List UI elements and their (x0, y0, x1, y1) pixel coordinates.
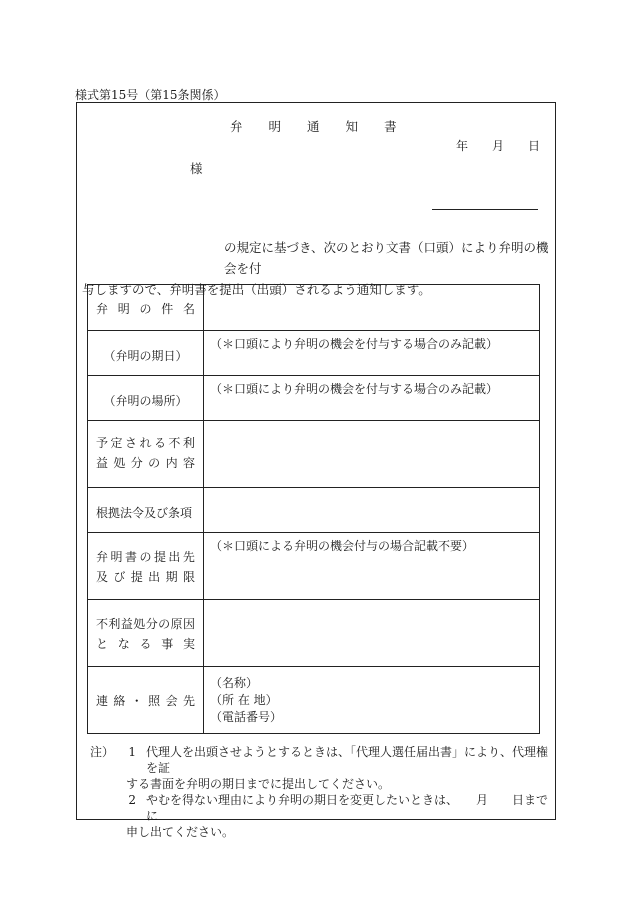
contact-name-part: （名 (210, 676, 235, 690)
note-number: 2 (128, 793, 136, 807)
title-char: 書 (384, 119, 397, 134)
date-line (456, 137, 540, 154)
note-2-line-2: 申し出てください。 (126, 825, 235, 839)
row-hearing-place (88, 376, 540, 421)
row-submission (88, 533, 540, 600)
label-submission (88, 533, 204, 600)
label-char: の (148, 456, 161, 470)
label-char: 実 (182, 637, 195, 651)
label-contact (88, 667, 204, 734)
label-char: 件 (161, 302, 174, 316)
label-char: さ (124, 436, 137, 450)
label-char: 提 (153, 550, 166, 564)
note-number: 1 (128, 745, 136, 759)
notes-prefix: 注） (90, 745, 115, 759)
label-char: る (139, 637, 152, 651)
label-char: 先 (182, 550, 195, 564)
note-2-line-1: やむを得ない理由により弁明の期日を変更したいときは、 月 日までに (146, 793, 549, 823)
label-char: 明 (117, 302, 130, 316)
value-hearing-place[interactable] (204, 376, 540, 421)
label-char: 出 (168, 550, 181, 564)
label-char: 不 (168, 436, 181, 450)
label-char: 出 (148, 570, 161, 584)
label-char: 分 (130, 456, 143, 470)
note-1-line-1: 代理人を出頭させようとするときは、「代理人選任届出書」により、代理権を証 (146, 745, 549, 775)
label-char: 及 (96, 570, 109, 584)
label-char: 原 (170, 617, 183, 631)
label-char: 会 (165, 694, 178, 708)
contact-address: （所 在 地） (210, 693, 278, 707)
title-char: 明 (268, 119, 282, 134)
label-char: 不 (96, 617, 109, 631)
row-planned-disposition (88, 421, 540, 488)
value-hearing-date[interactable] (204, 331, 540, 376)
label-char: 利 (182, 436, 195, 450)
label-char: 連 (96, 694, 109, 708)
row-subject (88, 285, 540, 331)
label-char: れ (139, 436, 152, 450)
label-hearing-date (88, 331, 204, 376)
label-char: 提 (130, 570, 143, 584)
notice-body-line-1: の規定に基づき、次のとおり文書（口頭）により弁明の機会を付 (224, 240, 549, 276)
date-year: 年 (456, 139, 469, 153)
label-text: （弁明の期日） (103, 349, 188, 363)
title-char: 知 (345, 119, 359, 134)
label-char: 益 (96, 456, 109, 470)
value-submission[interactable] (204, 533, 540, 600)
addressee-suffix: 様 (190, 161, 203, 176)
notes-section (90, 744, 552, 840)
label-char: 事 (161, 637, 174, 651)
label-char: 弁 (96, 302, 109, 316)
label-char: 定 (110, 436, 123, 450)
note-1-line-2: する書面を弁明の期日までに提出してください。 (126, 777, 391, 791)
label-char: 処 (113, 456, 126, 470)
label-char: び (113, 570, 126, 584)
notice-body-line-2: 与しますので、弁明書を提出（出頭）されるよう通知します。 (82, 282, 431, 297)
label-char: ・ (130, 694, 143, 708)
contact-name-part: 称） (234, 676, 259, 690)
label-char: る (153, 436, 166, 450)
label-char: 予 (96, 436, 109, 450)
label-text: 根拠法令及び条項 (96, 506, 193, 520)
value-cause-facts[interactable] (204, 600, 540, 667)
label-char: 絡 (113, 694, 126, 708)
label-text: （弁明の場所） (103, 394, 188, 408)
row-contact (88, 667, 540, 734)
document-title (230, 117, 397, 135)
label-char: な (117, 637, 130, 651)
label-char: の (139, 550, 152, 564)
label-char: 因 (182, 617, 195, 631)
date-month: 月 (492, 139, 505, 153)
row-cause-facts (88, 600, 540, 667)
note-oral-only: （＊口頭により弁明の機会を付与する場合のみ記載） (210, 382, 499, 396)
value-contact[interactable] (204, 667, 540, 734)
label-subject (88, 285, 204, 331)
label-char: の (158, 617, 171, 631)
date-day: 日 (528, 139, 541, 153)
label-char: 書 (124, 550, 137, 564)
label-hearing-place (88, 376, 204, 421)
title-char: 弁 (230, 119, 243, 134)
form-number: 様式第15号（第15条関係） (75, 88, 226, 102)
label-char: と (96, 637, 109, 651)
note-oral-not-required: （＊口頭による弁明の機会付与の場合記載不要） (210, 539, 475, 553)
label-char: 照 (148, 694, 161, 708)
issuer-signature-line (432, 209, 538, 210)
note-oral-only: （＊口頭により弁明の機会を付与する場合のみ記載） (210, 337, 499, 351)
label-cause-facts (88, 600, 204, 667)
notice-table (87, 284, 540, 734)
contact-phone: （電話番号） (210, 710, 283, 724)
label-char: 期 (165, 570, 178, 584)
row-hearing-date (88, 331, 540, 376)
value-subject[interactable] (204, 285, 540, 331)
value-legal-basis[interactable] (204, 488, 540, 533)
label-char: 利 (108, 617, 121, 631)
row-legal-basis (88, 488, 540, 533)
contact-name (210, 675, 539, 692)
label-char: 限 (182, 570, 195, 584)
label-char: 内 (165, 456, 178, 470)
label-char: 名 (182, 302, 195, 316)
label-char: 先 (182, 694, 195, 708)
label-char: の (139, 302, 152, 316)
label-char: 明 (110, 550, 123, 564)
label-char: 容 (182, 456, 195, 470)
label-char: 処 (133, 617, 146, 631)
label-planned-disposition (88, 421, 204, 488)
label-char: 分 (145, 617, 158, 631)
label-char: 弁 (96, 550, 109, 564)
title-char: 通 (307, 119, 320, 134)
label-legal-basis (88, 488, 204, 533)
label-char: 益 (120, 617, 133, 631)
value-planned-disposition[interactable] (204, 421, 540, 488)
